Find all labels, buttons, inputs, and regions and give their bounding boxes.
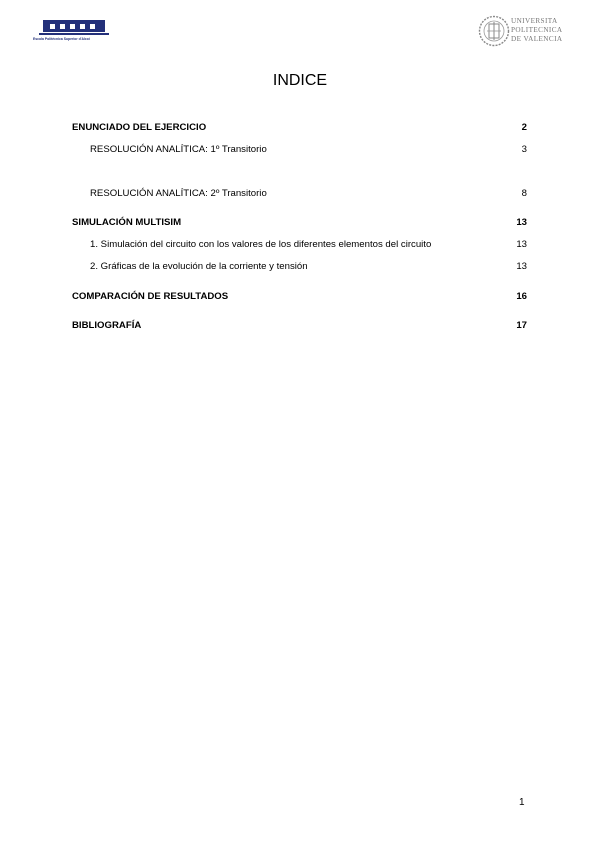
university-name <box>511 17 569 45</box>
toc-entry-text: SIMULACIÓN MULTISIM <box>72 217 182 228</box>
toc-entry-page: 8 <box>521 188 527 199</box>
school-logo-caption: Escola Politècnica Superior d'Alcoi <box>33 37 90 41</box>
university-logo <box>478 15 568 49</box>
toc-entry-text: ENUNCIADO DEL EJERCICIO <box>72 122 207 133</box>
toc-entry-page: 13 <box>516 261 527 272</box>
toc-entry-page: 16 <box>516 291 527 302</box>
toc-entry-text: BIBLIOGRAFÍA <box>72 320 142 331</box>
logo-building-bar <box>43 20 105 32</box>
toc-entry-text: 2. Gráficas de la evolución de la corriente y tensión <box>90 261 308 272</box>
toc-entry-simulacion-circuito[interactable] <box>72 238 527 252</box>
toc-entry-page: 17 <box>516 320 527 331</box>
toc-entry-page: 13 <box>516 217 527 228</box>
toc-entry-page: 3 <box>521 144 527 155</box>
toc-entry-simulacion[interactable] <box>72 216 527 230</box>
university-seal-icon <box>478 15 510 47</box>
toc-entry-page: 2 <box>521 122 527 133</box>
toc-entry-text: COMPARACIÓN DE RESULTADOS <box>72 291 229 302</box>
logo-base-line <box>39 33 109 35</box>
toc-entry-resolucion-2[interactable] <box>72 187 527 201</box>
toc-entry-comparacion[interactable] <box>72 290 527 304</box>
university-name-line-1: UNIVERSITA <box>511 17 558 25</box>
toc-entry-bibliografia[interactable] <box>72 319 527 333</box>
university-name-line-2: POLITECNICA <box>511 26 563 35</box>
page-number: 1 <box>519 797 525 808</box>
toc-entry-text: RESOLUCIÓN ANALÍTICA: 2º Transitorio <box>90 188 267 199</box>
toc-entry-graficas[interactable] <box>72 260 527 274</box>
toc-entry-text: 1. Simulación del circuito con los valores de los diferentes elementos del circuito <box>90 239 432 250</box>
toc-entry-page: 13 <box>516 239 527 250</box>
toc-entry-resolucion-1[interactable] <box>72 143 527 157</box>
toc-entry-enunciado[interactable] <box>72 121 527 135</box>
school-logo <box>33 20 115 44</box>
toc-entry-text: RESOLUCIÓN ANALÍTICA: 1º Transitorio <box>90 144 267 155</box>
page-title: INDICE <box>272 72 328 89</box>
university-name-line-3: DE VALENCIA <box>511 35 563 44</box>
